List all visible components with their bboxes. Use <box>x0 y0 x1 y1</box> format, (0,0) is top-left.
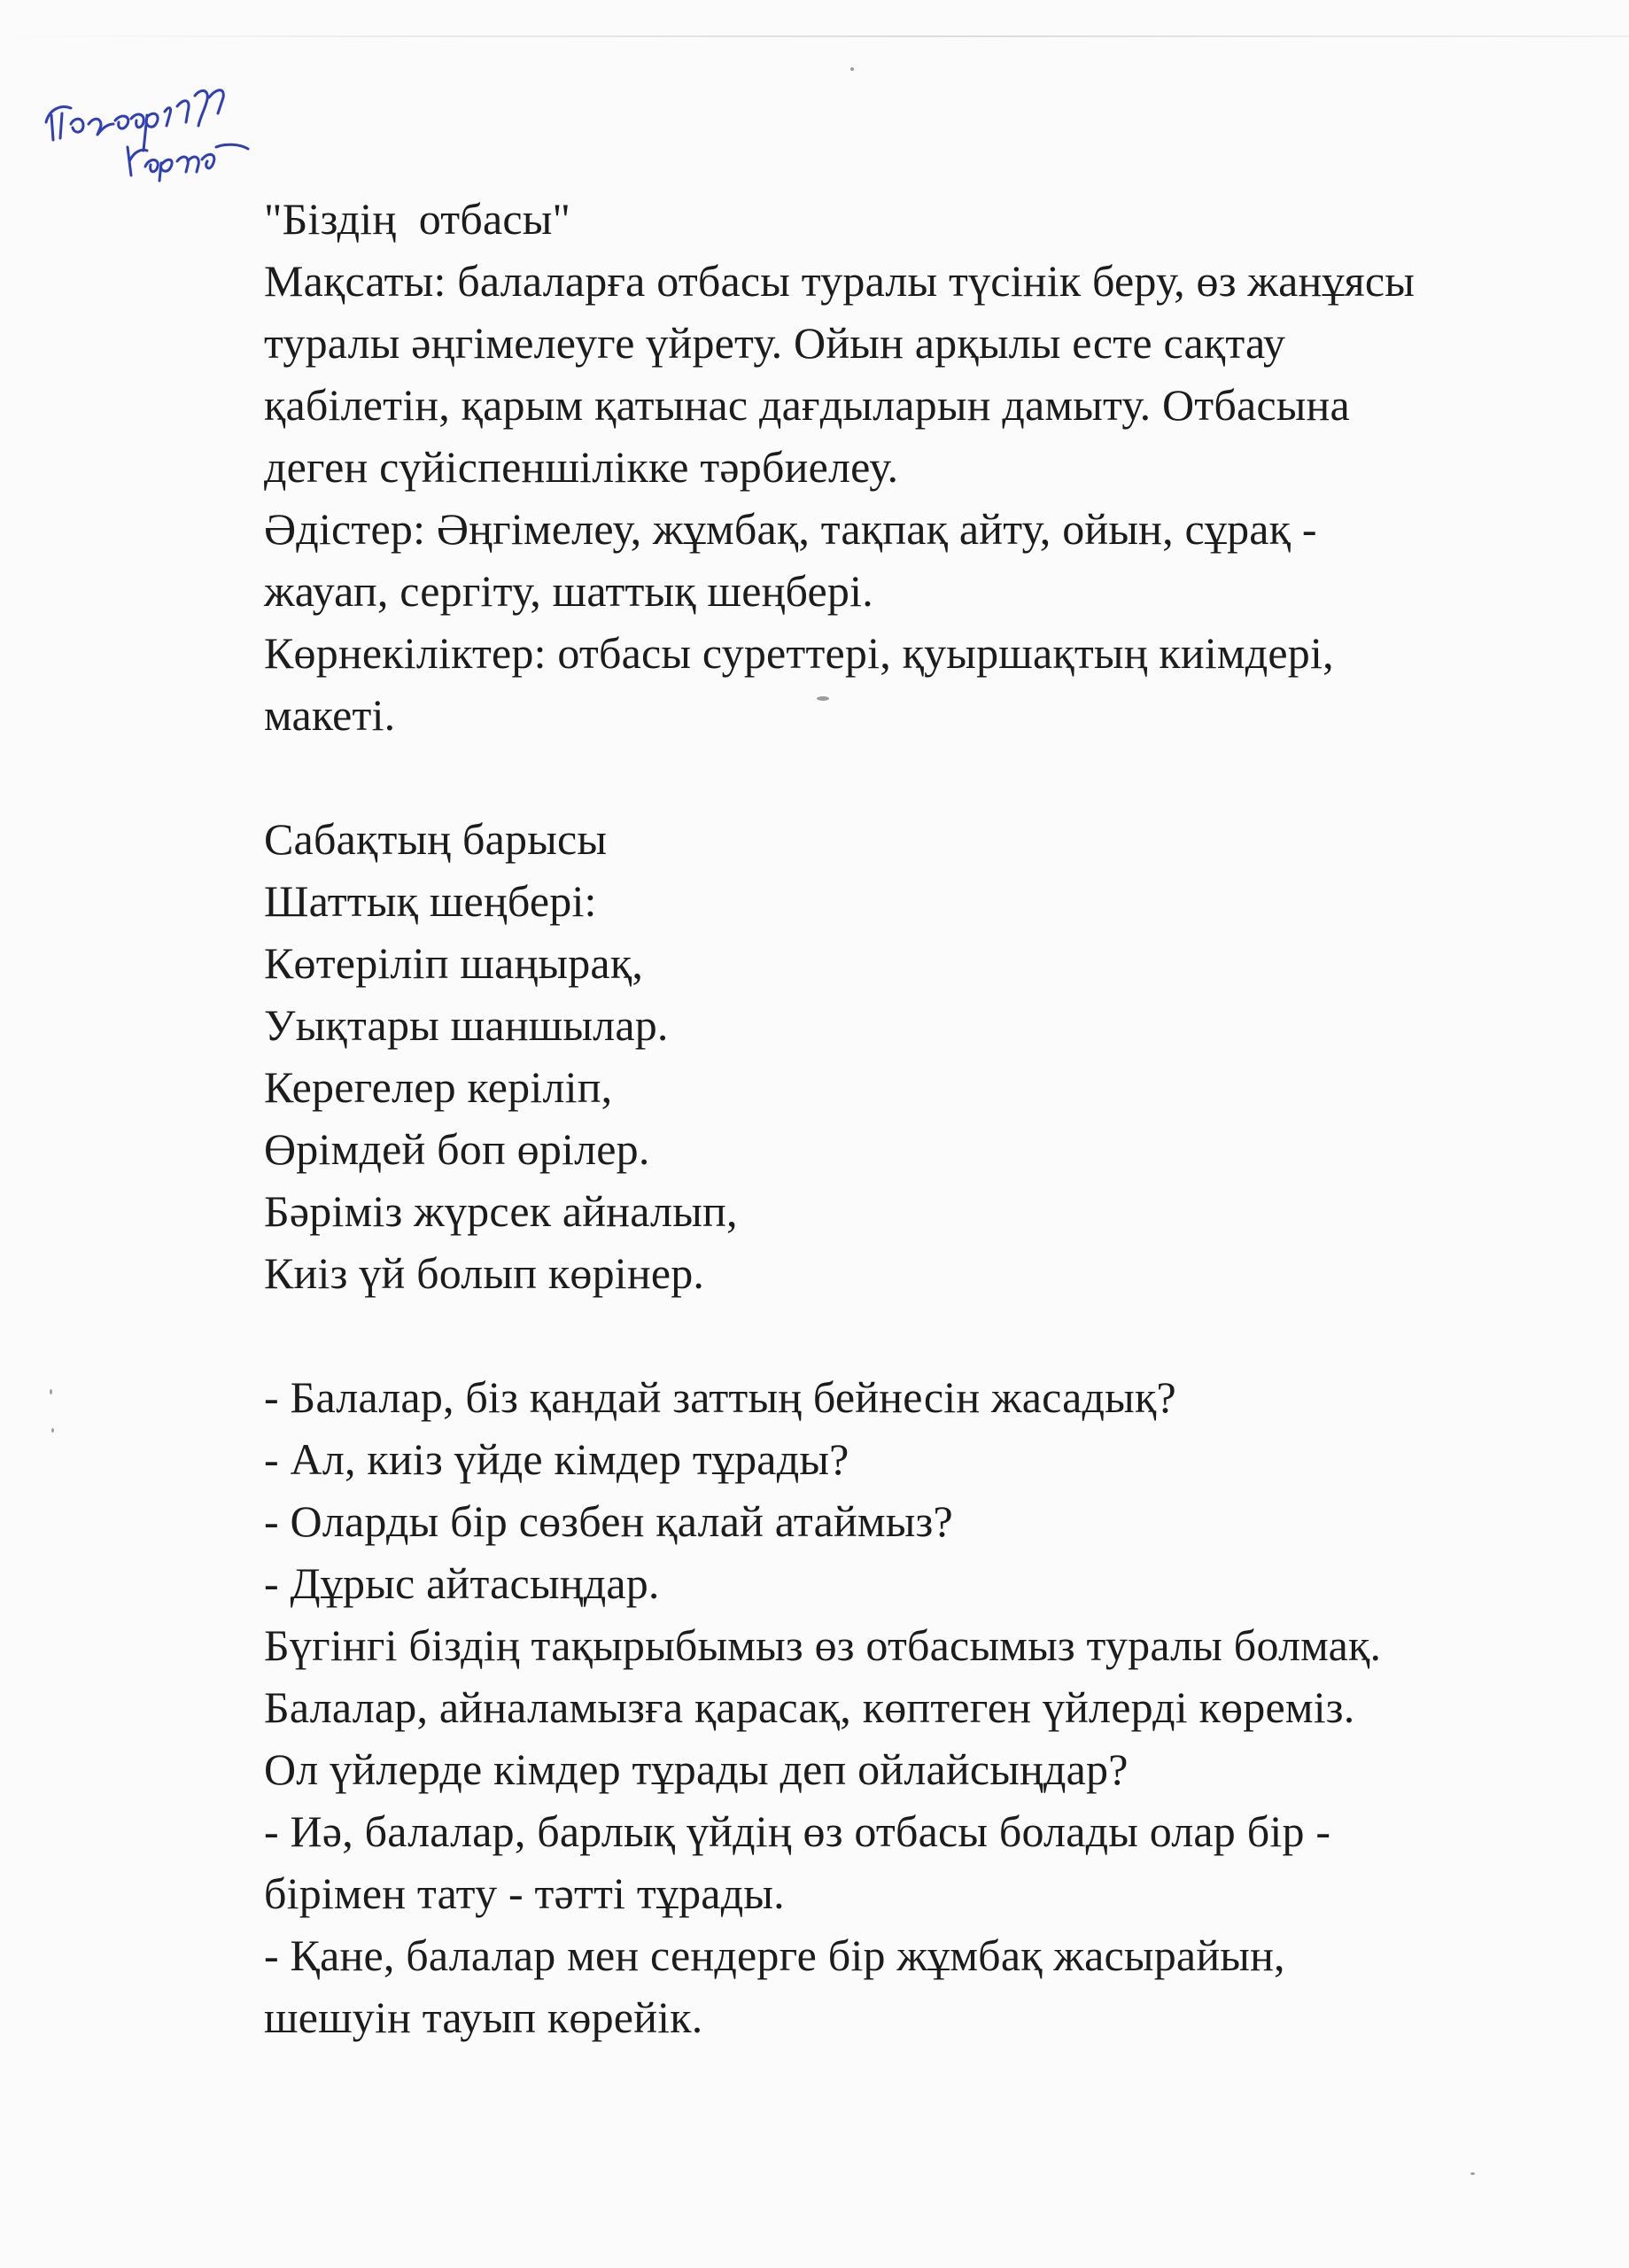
text-line: жауап, сергіту, шаттық шеңбері. <box>264 566 873 616</box>
document-body <box>264 188 1522 2048</box>
poem-line: Көтеріліп шаңырақ, <box>264 938 644 988</box>
dialogue-line: - Иә, балалар, барлық үйдің өз отбасы болады олар бір - <box>264 1806 1331 1856</box>
paragraph-gap <box>264 1304 1522 1366</box>
poem-line: Киіз үй болып көрінер. <box>264 1248 705 1298</box>
paragraph-lesson-start <box>264 808 1522 1304</box>
poem-line: Керегелер керіліп, <box>264 1062 613 1112</box>
text-line: Шаттық шеңбері: <box>264 876 597 926</box>
text-line: Көрнекіліктер: отбасы суреттері, қуыршақтың киімдері, <box>264 628 1334 678</box>
dialogue-line: - Балалар, біз қандай заттың бейнесін жасадық? <box>264 1372 1176 1422</box>
text-line: деген сүйіспеншілікке тәрбиелеу. <box>264 442 899 492</box>
scan-speck <box>850 67 854 71</box>
text-line: Мақсаты: балаларға отбасы туралы түсінік беру, өз жанұясы <box>264 256 1416 306</box>
text-line: қабілетін, қарым қатынас дағдыларын дамыту. Отбасына <box>264 380 1350 430</box>
poem-line: Өрімдей боп өрілер. <box>264 1124 650 1174</box>
text-line: шешуін тауып көрейік. <box>264 1992 703 2042</box>
text-line: бірімен тату - тәтті тұрады. <box>264 1868 785 1918</box>
dialogue-line: - Қане, балалар мен сендерге бір жұмбақ жасырайын, <box>264 1930 1285 1980</box>
scan-edge-shadow <box>0 35 1629 37</box>
scan-speck <box>50 1389 52 1394</box>
text-line: Әдістер: Әңгімелеу, жұмбақ, тақпақ айту, ойын, сұрақ - <box>264 504 1317 554</box>
poem-line: Уықтары шаншылар. <box>264 1000 669 1050</box>
dialogue-line: - Ал, киіз үйде кімдер тұрады? <box>264 1434 849 1484</box>
scan-speck <box>817 696 829 701</box>
document-title: "Біздің отбасы" <box>264 194 571 244</box>
text-line: Бүгінгі біздің тақырыбымыз өз отбасымыз туралы болмақ. <box>264 1620 1382 1670</box>
scan-speck <box>51 1428 54 1433</box>
text-line: Ол үйлерде кімдер тұрады деп ойлайсыңдар? <box>264 1744 1129 1794</box>
text-line: туралы әңгімелеуге үйрету. Ойын арқылы есте сақтау <box>264 318 1286 368</box>
handwritten-signature <box>35 62 266 186</box>
text-line: макеті. <box>264 690 396 740</box>
dialogue-line: - Оларды бір сөзбен қалай атаймыз? <box>264 1496 953 1546</box>
paragraph-gap <box>264 746 1522 808</box>
poem-line: Бәріміз жүрсек айналып, <box>264 1186 738 1236</box>
paragraph-dialogue <box>264 1366 1522 2048</box>
text-line: Балалар, айналамызға қарасақ, көптеген үйлерді көреміз. <box>264 1682 1355 1732</box>
scan-speck <box>1470 2172 1475 2175</box>
section-heading: Сабақтың барысы <box>264 814 608 864</box>
dialogue-line: - Дұрыс айтасыңдар. <box>264 1558 660 1608</box>
paragraph-intro <box>264 188 1522 746</box>
